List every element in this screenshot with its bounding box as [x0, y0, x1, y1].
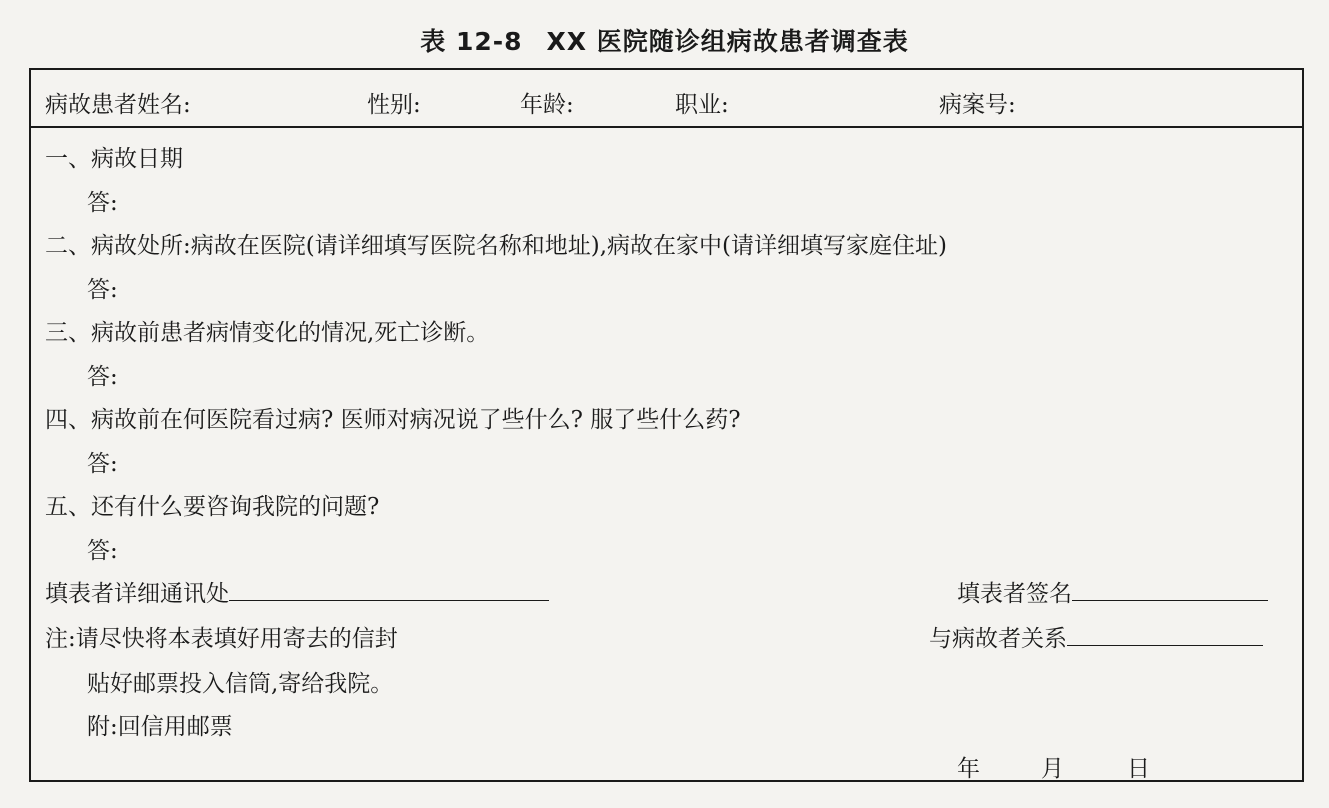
table-number: 表 12-8 [420, 27, 523, 56]
signature-blank [1072, 580, 1268, 601]
date-year: 年 [957, 756, 980, 782]
answer-5-label: 答: [87, 538, 118, 564]
patient-name-label: 病故患者姓名: [45, 92, 191, 118]
address-row [45, 575, 549, 608]
question-5: 五、还有什么要咨询我院的问题? [45, 494, 380, 520]
question-1: 一、病故日期 [45, 146, 183, 172]
date-month: 月 [1041, 756, 1064, 782]
relation-row [929, 620, 1263, 653]
relation-blank [1067, 625, 1263, 646]
question-3: 三、病故前患者病情变化的情况,死亡诊断。 [45, 320, 490, 346]
note-line-2: 贴好邮票投入信筒,寄给我院。 [87, 671, 394, 697]
answer-3-label: 答: [87, 364, 118, 390]
answer-1-label: 答: [87, 190, 118, 216]
relation-label: 与病故者关系 [929, 626, 1067, 652]
signature-label: 填表者签名 [957, 581, 1072, 607]
survey-form [29, 68, 1304, 782]
occupation-label: 职业: [675, 92, 729, 118]
question-4: 四、病故前在何医院看过病? 医师对病况说了些什么? 服了些什么药? [45, 407, 741, 433]
note-line-1: 注:请尽快将本表填好用寄去的信封 [45, 626, 398, 652]
answer-4-label: 答: [87, 451, 118, 477]
signature-row [957, 575, 1268, 608]
table-title-text: XX 医院随诊组病故患者调查表 [546, 27, 909, 56]
address-blank [229, 580, 549, 601]
record-number-label: 病案号: [939, 92, 1016, 118]
address-label: 填表者详细通讯处 [45, 581, 229, 607]
age-label: 年龄: [520, 92, 574, 118]
sex-label: 性别: [367, 92, 421, 118]
answer-2-label: 答: [87, 277, 118, 303]
question-2: 二、病故处所:病故在医院(请详细填写医院名称和地址),病故在家中(请详细填写家庭住址) [45, 233, 947, 259]
patient-info-row [31, 70, 1302, 128]
date-day: 日 [1127, 756, 1150, 782]
note-line-3: 附:回信用邮票 [87, 714, 233, 740]
table-title [0, 22, 1329, 58]
